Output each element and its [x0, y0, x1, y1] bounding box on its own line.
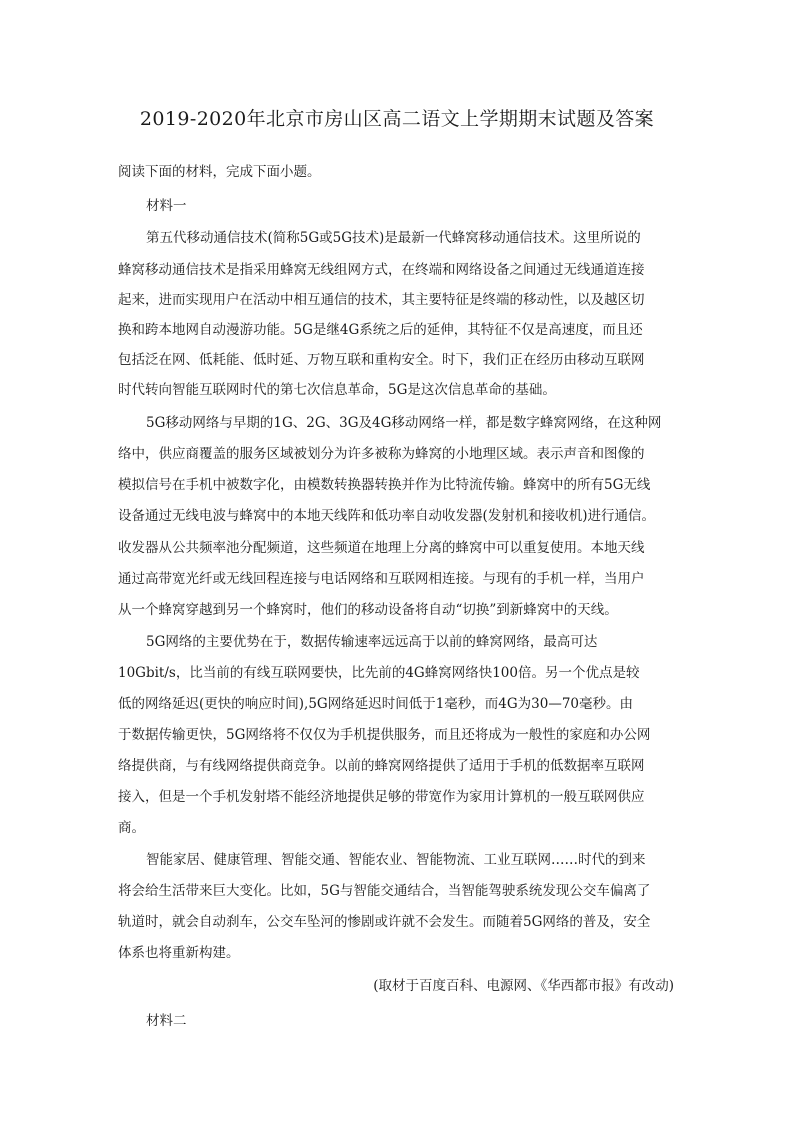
paragraph-1-line: 包括泛在网、低耗能、低时延、万物互联和重构安全。时下，我们正在经历由移动互联网	[118, 352, 645, 368]
paragraph-3-line: 5G网络的主要优势在于，数据传输速率远远高于以前的蜂窝网络，最高可达	[146, 634, 598, 650]
paragraph-2-line: 5G移动网络与早期的1G、2G、3G及4G移动网络一样，都是数字蜂窝网络，在这种网	[146, 415, 662, 431]
source-citation: (取材于百度百科、电源网、《华西都市报》有改动)	[373, 978, 674, 994]
paragraph-4-line: 体系也将重新构建。	[118, 945, 240, 961]
paragraph-4-line: 将会给生活带来巨大变化。比如，5G与智能交通结合，当智能驾驶系统发现公交车偏离了	[118, 883, 651, 899]
intro-instruction: 阅读下面的材料，完成下面小题。	[118, 164, 321, 180]
paragraph-3-line: 商。	[118, 820, 145, 836]
paragraph-3-line: 于数据传输更快，5G网络将不仅仅为手机提供服务，而且还将成为一般性的家庭和办公网	[118, 727, 651, 743]
paragraph-3-line: 接入，但是一个手机发射塔不能经济地提供足够的带宽作为家用计算机的一般互联网供应	[118, 789, 645, 805]
material-2-label: 材料二	[146, 1013, 187, 1029]
paragraph-2-line: 从一个蜂窝穿越到另一个蜂窝时，他们的移动设备将自动“切换”到新蜂窝中的天线。	[118, 602, 618, 618]
paragraph-2-line: 收发器从公共频率池分配频道，这些频道在地理上分离的蜂窝中可以重复使用。本地天线	[118, 540, 645, 556]
paragraph-4-line: 轨道时，就会自动刹车，公交车坠河的惨剧或许就不会发生。而随着5G网络的普及，安全	[118, 914, 651, 930]
paragraph-1-line: 第五代移动通信技术(简称5G或5G技术)是最新一代蜂窝移动通信技术。这里所说的	[146, 230, 641, 246]
paragraph-1-line: 起来，进而实现用户在活动中相互通信的技术，其主要特征是终端的移动性，以及越区切	[118, 292, 645, 308]
paragraph-1-line: 蜂窝移动通信技术是指采用蜂窝无线组网方式，在终端和网络设备之间通过无线通道连接	[118, 262, 645, 278]
paragraph-3-line: 10Gbit/s，比当前的有线互联网要快，比先前的4G蜂窝网络快100倍。另一个优点是较	[118, 665, 640, 681]
paragraph-2-line: 通过高带宽光纤或无线回程连接与电话网络和互联网相连接。与现有的手机一样，当用户	[118, 571, 645, 587]
paragraph-2-line: 设备通过无线电波与蜂窝中的本地天线阵和低功率自动收发器(发射机和接收机)进行通信。	[118, 508, 656, 524]
paragraph-2-line: 络中，供应商覆盖的服务区域被划分为许多被称为蜂窝的小地理区域。表示声音和图像的	[118, 446, 645, 462]
material-1-label: 材料一	[146, 198, 187, 214]
paragraph-1-line: 换和跨本地网自动漫游功能。5G是继4G系统之后的延伸，其特征不仅是高速度，而且还	[118, 322, 643, 338]
paragraph-3-line: 络提供商，与有线网络提供商竞争。以前的蜂窝网络提供了适用于手机的低数据率互联网	[118, 758, 645, 774]
paragraph-3-line: 低的网络延迟(更快的响应时间),5G网络延迟时间低于1毫秒，而4G为30—70毫秒。由	[118, 696, 634, 712]
document-title: 2019-2020年北京市房山区高二语文上学期期末试题及答案	[139, 108, 655, 130]
paragraph-4-line: 智能家居、健康管理、智能交通、智能农业、智能物流、工业互联网……时代的到来	[146, 852, 646, 868]
paragraph-2-line: 模拟信号在手机中被数字化，由模数转换器转换并作为比特流传输。蜂窝中的所有5G无线	[118, 477, 651, 493]
paragraph-1-line: 时代转向智能互联网时代的第七次信息革命，5G是这次信息革命的基础。	[118, 382, 556, 398]
